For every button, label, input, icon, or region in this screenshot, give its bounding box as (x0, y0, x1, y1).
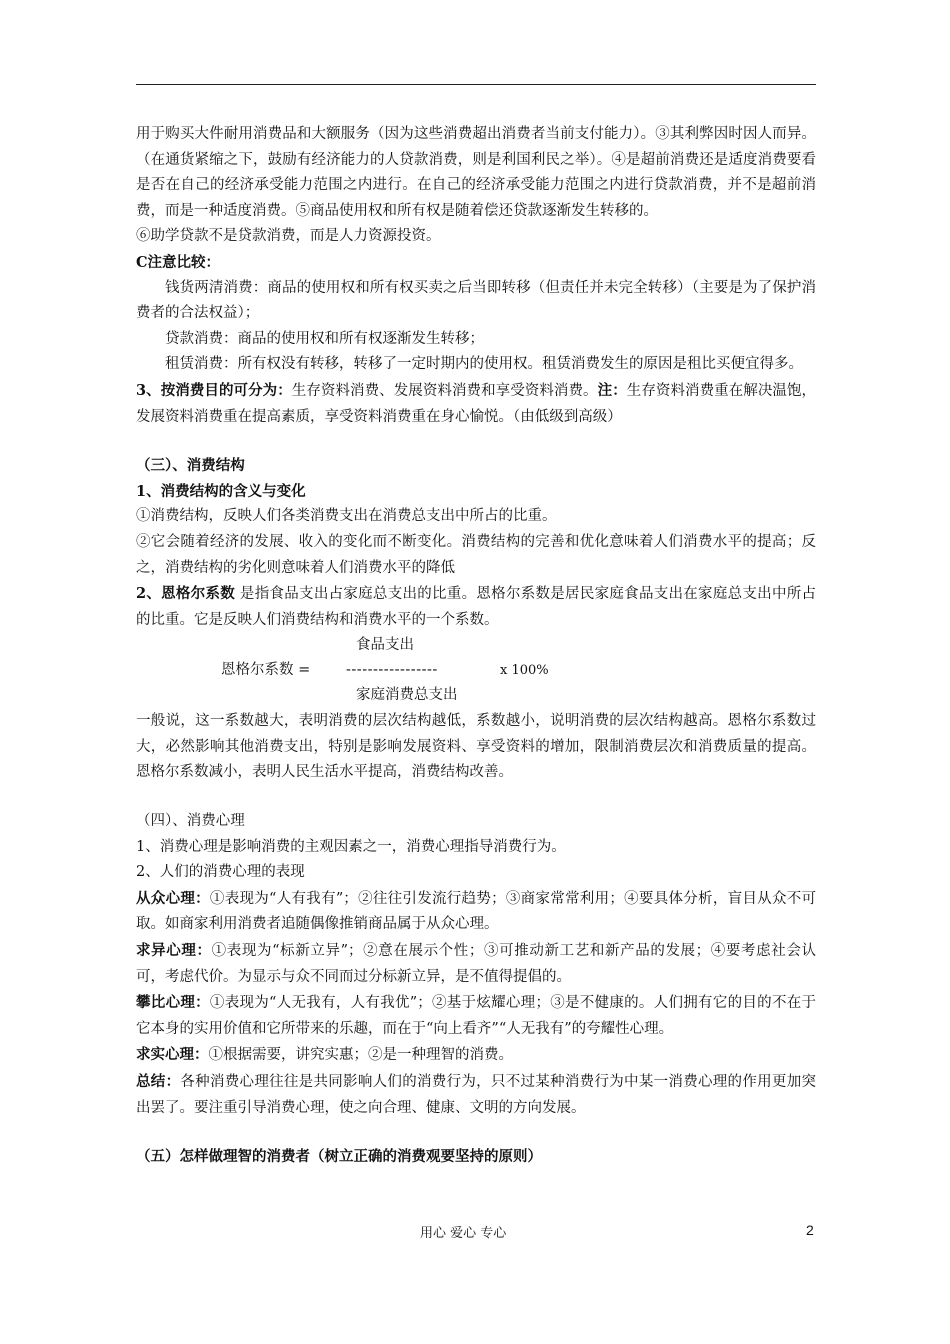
term-label: 3、按消费目的可分为： (136, 381, 292, 399)
section-gap (136, 430, 816, 453)
section-heading: （三）、消费结构 (136, 457, 245, 475)
document-body (136, 122, 816, 1170)
mixed-paragraph (136, 886, 816, 938)
section-heading: （五）怎样做理智的消费者（树立正确的消费观要坚持的原则） (136, 1148, 542, 1166)
formula-fraction-line: ----------------- (346, 662, 438, 679)
term-text: 各种消费心理往往是共同影响人们的消费行为，只不过某种消费行为中某一消费心理的作用更加突出罢了。要注重引导消费心理，使之向合理、健康、文明的方向发展。 (136, 1074, 817, 1116)
mixed-paragraph (136, 1042, 816, 1069)
formula-label: 恩格尔系数 = (221, 662, 311, 679)
term-text: 生存资料消费、发展资料消费和享受资料消费。 (291, 382, 598, 399)
mixed-paragraph (136, 1069, 816, 1121)
term-label: 从众心理： (136, 889, 210, 907)
paragraph: 2、人们的消费心理的表现 (136, 864, 305, 881)
section-heading: 1、消费结构的含义与变化 (136, 482, 306, 500)
paragraph: 1、消费心理是影响消费的主观因素之一，消费心理指导消费行为。 (136, 838, 566, 855)
section-heading: C注意比较： (136, 253, 221, 271)
mixed-paragraph (136, 938, 816, 990)
paragraph: ①消费结构，反映人们各类消费支出在消费总支出中所占的比重。 (136, 508, 557, 525)
paragraph: ⑥助学贷款不是贷款消费，而是人力资源投资。 (136, 228, 441, 245)
formula-multiplier: x 100% (500, 663, 549, 679)
paragraph: 贷款消费：商品的使用权和所有权逐渐发生转移； (165, 330, 484, 347)
page-number: 2 (806, 1222, 814, 1238)
paragraph: 用于购买大件耐用消费品和大额服务（因为这些消费超出消费者当前支付能力）。③其利弊因时因人而异。（在通货紧缩之下，鼓励有经济能力的人贷款消费，则是利国利民之举）。④是超前消费还是适度消费要看是否在自己的经济承受能力范围之内进行。在自己的经济承受能力范围之内进行贷款消费，并不是超前消费，而是一种适度消费。⑤商品使用权和所有权是随着偿还贷款逐渐发生转移的。 (136, 126, 816, 219)
term-label: 求实心理： (136, 1046, 209, 1064)
term-text: ①表现为“人无我有，人有我优”；②基于炫耀心理；③是不健康的。人们拥有它的目的不在于它本身的实用价值和它所带来的乐趣，而在于“向上看齐”“人无我有”的夸耀性心理。 (136, 995, 817, 1037)
term-text: ①根据需要，讲究实惠；②是一种理智的消费。 (208, 1047, 513, 1064)
paragraph: 钱货两清消费：商品的使用权和所有权买卖之后当即转移（但责任并未完全转移）（主要是为了保护消费者的合法权益）； (136, 279, 816, 322)
mixed-paragraph (136, 378, 816, 430)
paragraph: 租赁消费：所有权没有转移，转移了一定时期内的使用权。租赁消费发生的原因是租比买便宜得多。 (165, 356, 803, 373)
term-text: 是指食品支出占家庭总支出的比重。恩格尔系数是居民家庭食品支出在家庭总支出中所占的比重。它是反映人们消费结构和消费水平的一个系数。 (136, 586, 817, 628)
header-rule (136, 84, 816, 85)
section-gap (136, 786, 816, 809)
engel-formula (136, 633, 816, 709)
term-label: 攀比心理： (136, 994, 210, 1012)
formula-denominator: 家庭消费总支出 (356, 687, 458, 704)
mixed-paragraph (136, 990, 816, 1042)
paragraph: ②它会随着经济的发展、收入的变化而不断变化。消费结构的完善和优化意味着人们消费水平的提高；反之，消费结构的劣化则意味着人们消费水平的降低 (136, 533, 816, 576)
paragraph: （四）、消费心理 (136, 813, 245, 830)
paragraph: 一般说，这一系数越大，表明消费的层次结构越低，系数越小，说明消费的层次结构越高。恩格尔系数过大，必然影响其他消费支出，特别是影响发展资料、享受资料的增加，限制消费层次和消费质量的提高。恩格尔系数减小，表明人民生活水平提高，消费结构改善。 (136, 713, 816, 781)
term-label: 2、恩格尔系数 (136, 585, 236, 603)
section-gap (136, 1121, 816, 1144)
note-label: 注： (597, 381, 627, 399)
term-text: ①表现为“人有我有”；②往往引发流行趋势；③商家常常利用；④要具体分析，盲目从众不可取。如商家利用消费者追随偶像推销商品属于从众心理。 (136, 890, 817, 933)
formula-numerator: 食品支出 (356, 637, 414, 654)
term-label: 求异心理： (136, 942, 212, 960)
term-label: 总结： (136, 1073, 181, 1090)
note-text: 生存资料消费重在解决温饱，发展资料消费重在提高素质，享受资料消费重在身心愉悦。（由低级到高级） (136, 382, 817, 425)
term-text: ①表现为“标新立异”；②意在展示个性；③可推动新工艺和新产品的发展；④要考虑社会认可，考虑代价。为显示与众不同而过分标新立异，是不值得提倡的。 (136, 943, 817, 985)
footer-slogan: 用心 爱心 专心 (420, 1226, 507, 1241)
mixed-paragraph (136, 581, 816, 633)
